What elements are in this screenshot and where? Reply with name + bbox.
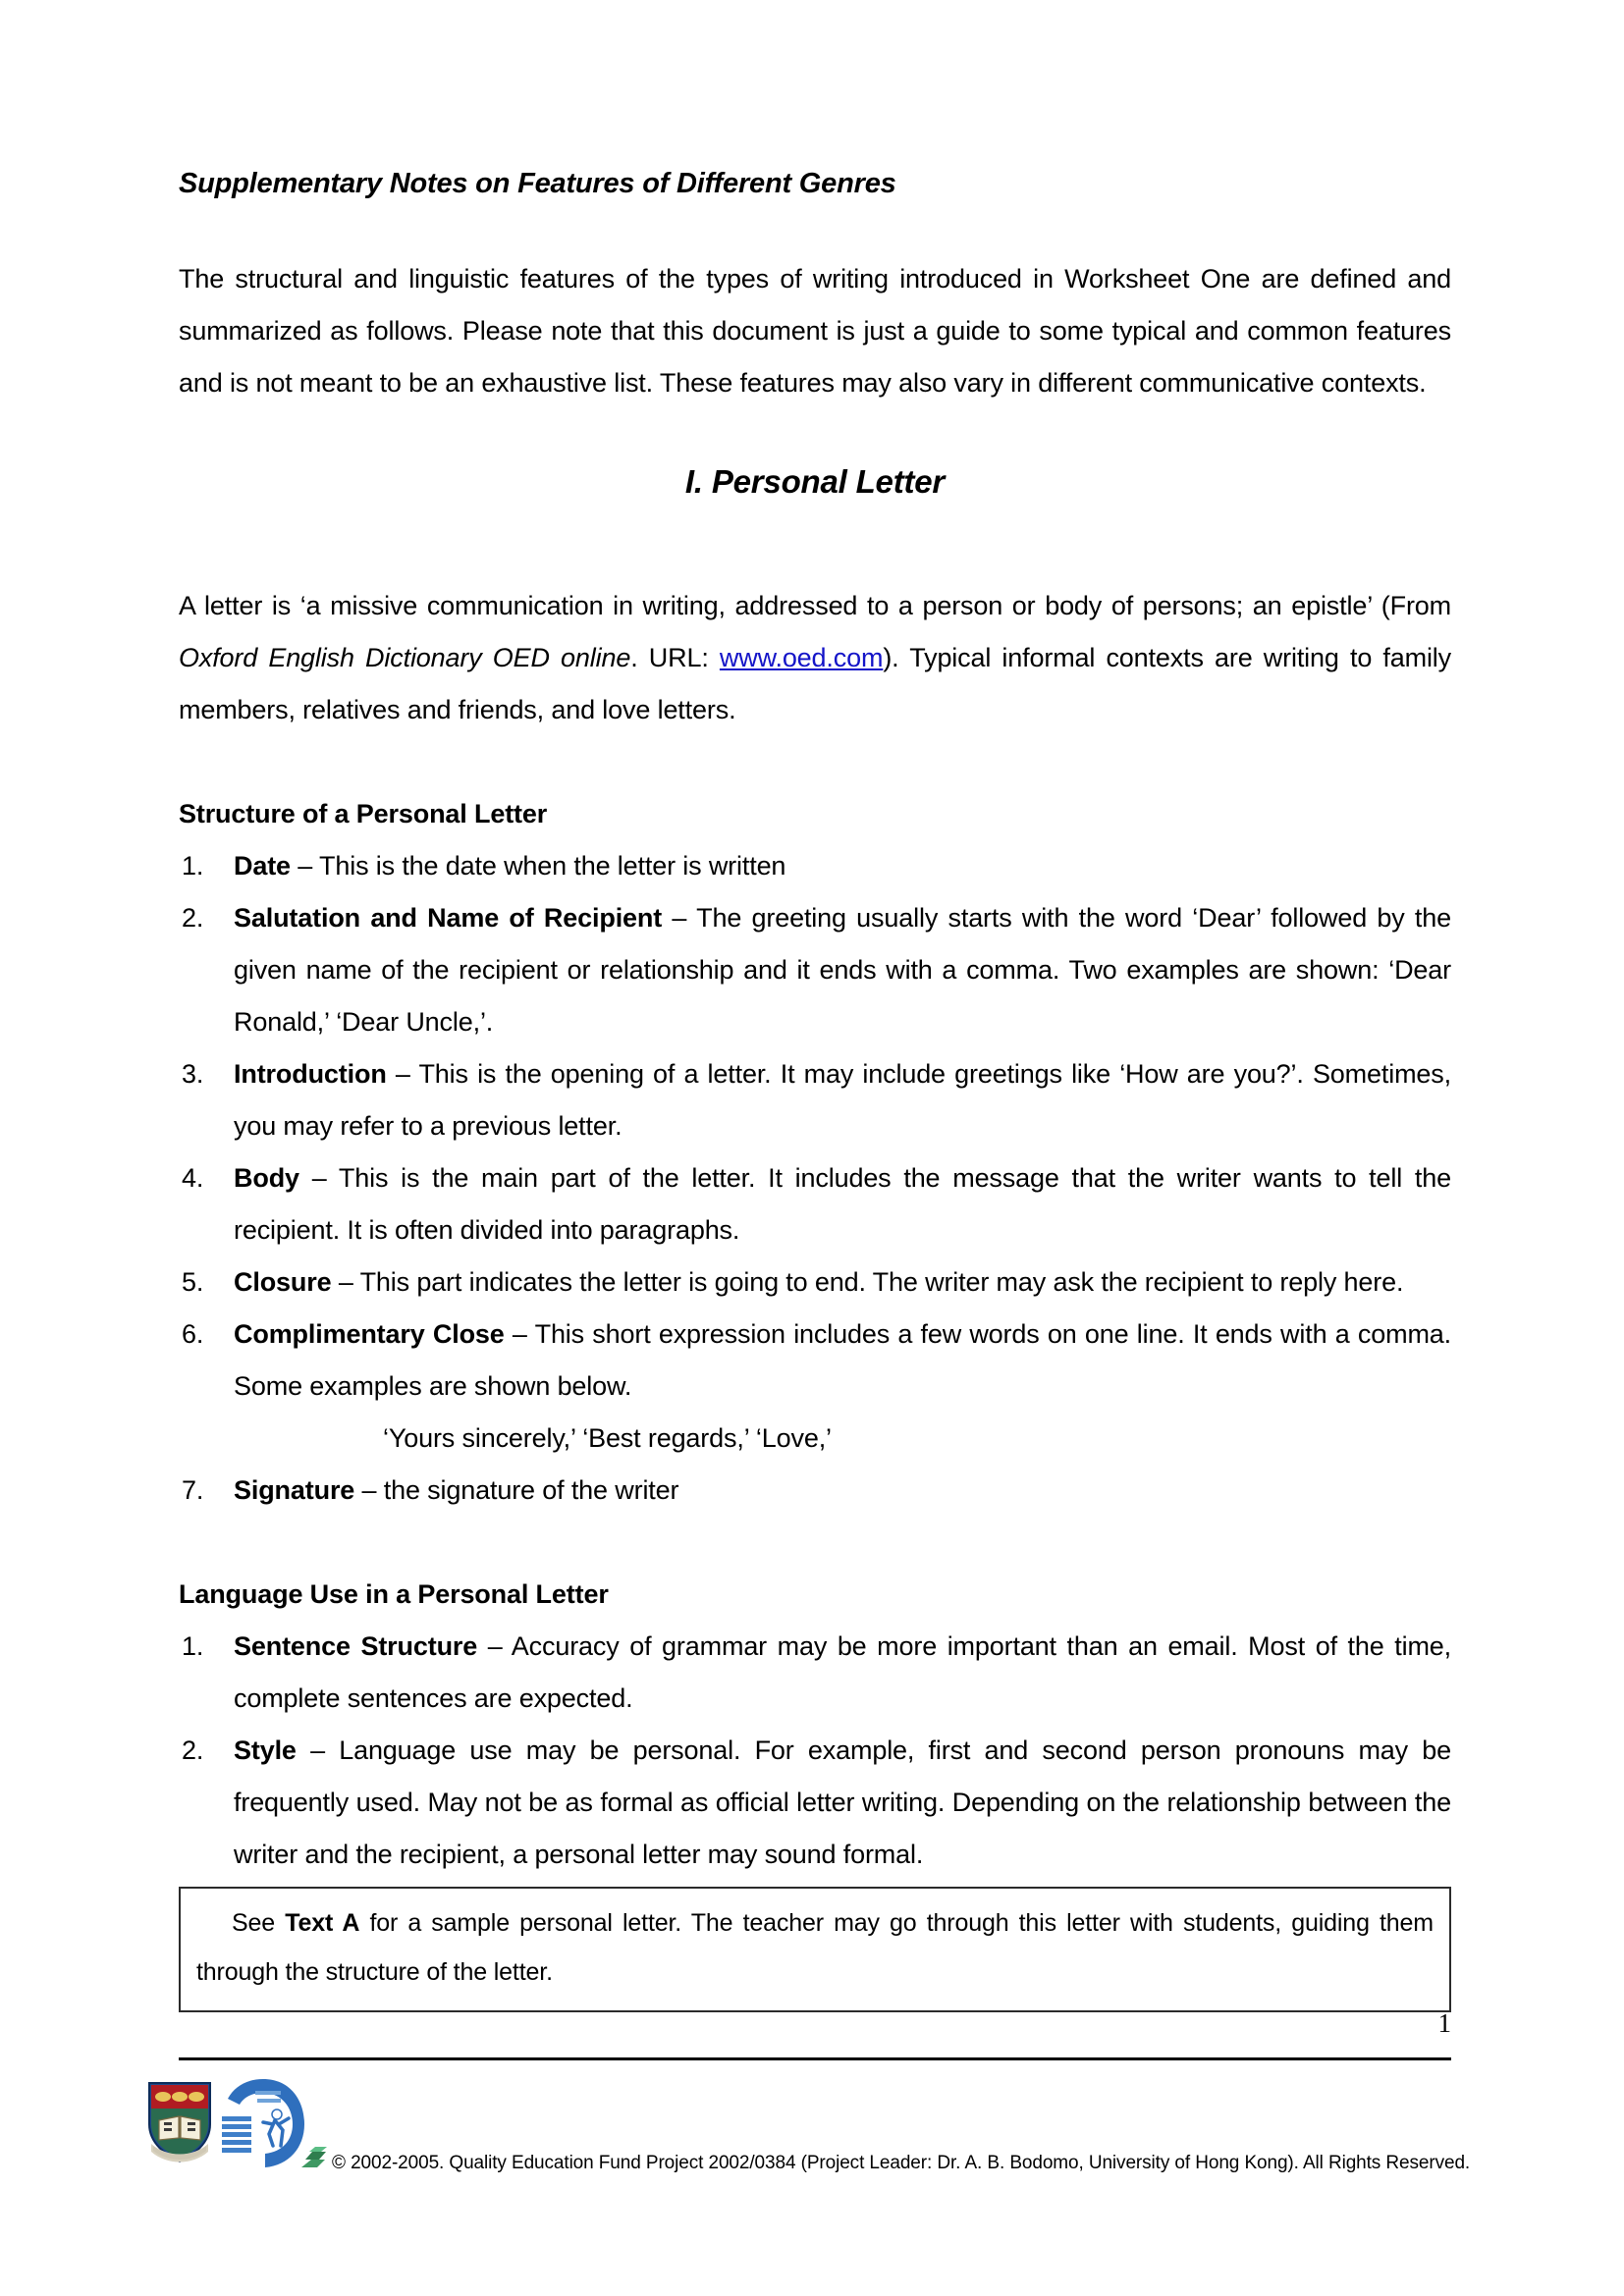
page-title: Supplementary Notes on Features of Different Genres xyxy=(179,168,896,199)
green-leaf-icon xyxy=(299,2146,329,2171)
list-item xyxy=(179,1048,1451,1152)
definition-part-2: . URL: xyxy=(630,643,720,673)
list-item-text: – This part indicates the letter is going to end. The writer may ask the recipient to reply here. xyxy=(331,1267,1404,1298)
list-item-number: 6. xyxy=(182,1319,204,1350)
definition-part-3: ). Typical informal contexts are writing to family members, relatives and friends, and love letters. xyxy=(179,643,1451,725)
list-item xyxy=(179,1308,1451,1465)
structure-list xyxy=(179,840,1451,1517)
list-item-term: Closure xyxy=(234,1267,332,1298)
list-item-text: – This short expression includes a few words on one line. It ends with a comma. Some examples are shown below. xyxy=(234,1319,1452,1402)
language-use-list xyxy=(179,1621,1451,1881)
spacer xyxy=(179,736,1451,788)
list-item-term: Introduction xyxy=(234,1059,387,1090)
structure-heading: Structure of a Personal Letter xyxy=(179,799,548,829)
intro-paragraph: The structural and linguistic features of the types of writing introduced in Worksheet One are defined and summarized as follows. Please note that this document is just a guide to some typical and common features and is not meant to be an exhaustive list. These features may also vary in different communicative contexts. xyxy=(179,263,1451,398)
language-use-heading: Language Use in a Personal Letter xyxy=(179,1579,609,1610)
text-a-reference: Text A xyxy=(285,1909,360,1938)
hku-crest-icon xyxy=(143,2077,216,2167)
list-item-text: – the signature of the writer xyxy=(354,1475,679,1506)
list-item-text: – Accuracy of grammar may be more important than an email. Most of the time, complete sentences are expected. xyxy=(234,1631,1452,1714)
list-item-term: Date xyxy=(234,851,291,881)
complimentary-close-examples: ‘Yours sincerely,’ ‘Best regards,’ ‘Love,’ xyxy=(383,1423,832,1454)
list-item-term: Body xyxy=(234,1163,299,1194)
page-number: 1 xyxy=(1437,2008,1451,2038)
list-item-text: – This is the opening of a letter. It may include greetings like ‘How are you?’. Sometimes, you may refer to a previous letter. xyxy=(234,1059,1451,1142)
list-item-number: 4. xyxy=(182,1163,204,1194)
teacher-note-box xyxy=(179,1887,1451,2012)
list-item xyxy=(179,892,1451,1048)
oed-url-link[interactable]: www.oed.com xyxy=(719,643,884,673)
list-item-number: 2. xyxy=(182,903,204,934)
footer-copyright: © 2002-2005. Quality Education Fund Project 2002/0384 (Project Leader: Dr. A. B. Bodomo, University of Hong Kong). All Rights Reserved. xyxy=(332,2153,1471,2173)
list-item-number: 7. xyxy=(182,1475,204,1506)
list-item-text: – This is the main part of the letter. It includes the message that the writer wants to tell the recipient. It is often divided into paragraphs. xyxy=(234,1163,1451,1246)
list-item-term: Signature xyxy=(234,1475,355,1506)
definition-paragraph xyxy=(179,580,1451,736)
list-item-text: – Language use may be personal. For example, first and second person pronouns may be frequently used. May not be as formal as official letter writing. Depending on the relationship between the writer and the recipient, a personal letter may sound formal. xyxy=(234,1735,1451,1870)
list-item-term: Sentence Structure xyxy=(234,1631,478,1662)
list-item xyxy=(179,1256,1451,1308)
spacer xyxy=(179,502,1451,554)
project-swoosh-logo-icon xyxy=(212,2073,308,2171)
list-item-term: Salutation and Name of Recipient xyxy=(234,903,663,934)
footer-divider xyxy=(179,2057,1451,2060)
list-item-number: 5. xyxy=(182,1267,204,1298)
document-body xyxy=(179,167,1451,2012)
list-item-number: 1. xyxy=(182,1631,204,1662)
spacer xyxy=(179,1517,1451,1569)
list-item xyxy=(179,1621,1451,1725)
page-footer xyxy=(137,2069,1512,2197)
section-heading-personal-letter: I. Personal Letter xyxy=(684,462,946,500)
list-item xyxy=(179,1725,1451,1881)
spacer xyxy=(179,409,1451,461)
list-item-number: 1. xyxy=(182,851,204,881)
teacher-note-part-1: See xyxy=(232,1909,286,1938)
list-item-number: 3. xyxy=(182,1059,204,1090)
list-item-number: 2. xyxy=(182,1735,204,1766)
list-item-text: – The greeting usually starts with the word ‘Dear’ followed by the given name of the recipient or relationship and it ends with a comma. Two examples are shown: ‘Dear Ronald,’ ‘Dear Uncle,’. xyxy=(234,903,1451,1038)
list-item-term: Style xyxy=(234,1735,297,1766)
definition-source-italic: Oxford English Dictionary OED online xyxy=(179,643,631,673)
list-item-text: – This is the date when the letter is written xyxy=(290,851,786,881)
list-item xyxy=(179,1465,1451,1517)
spacer xyxy=(179,201,1451,253)
teacher-note-part-2: for a sample personal letter. The teacher may go through this letter with students, guiding them through the structure of the letter. xyxy=(196,1909,1434,1987)
spacer xyxy=(179,554,1451,580)
list-item xyxy=(179,840,1451,892)
definition-part-1: A letter is ‘a missive communication in writing, addressed to a person or body of persons; an epistle’ (From xyxy=(179,591,1451,621)
list-item xyxy=(179,1152,1451,1256)
list-item-term: Complimentary Close xyxy=(234,1319,505,1350)
teacher-note-text xyxy=(196,1898,1434,1997)
